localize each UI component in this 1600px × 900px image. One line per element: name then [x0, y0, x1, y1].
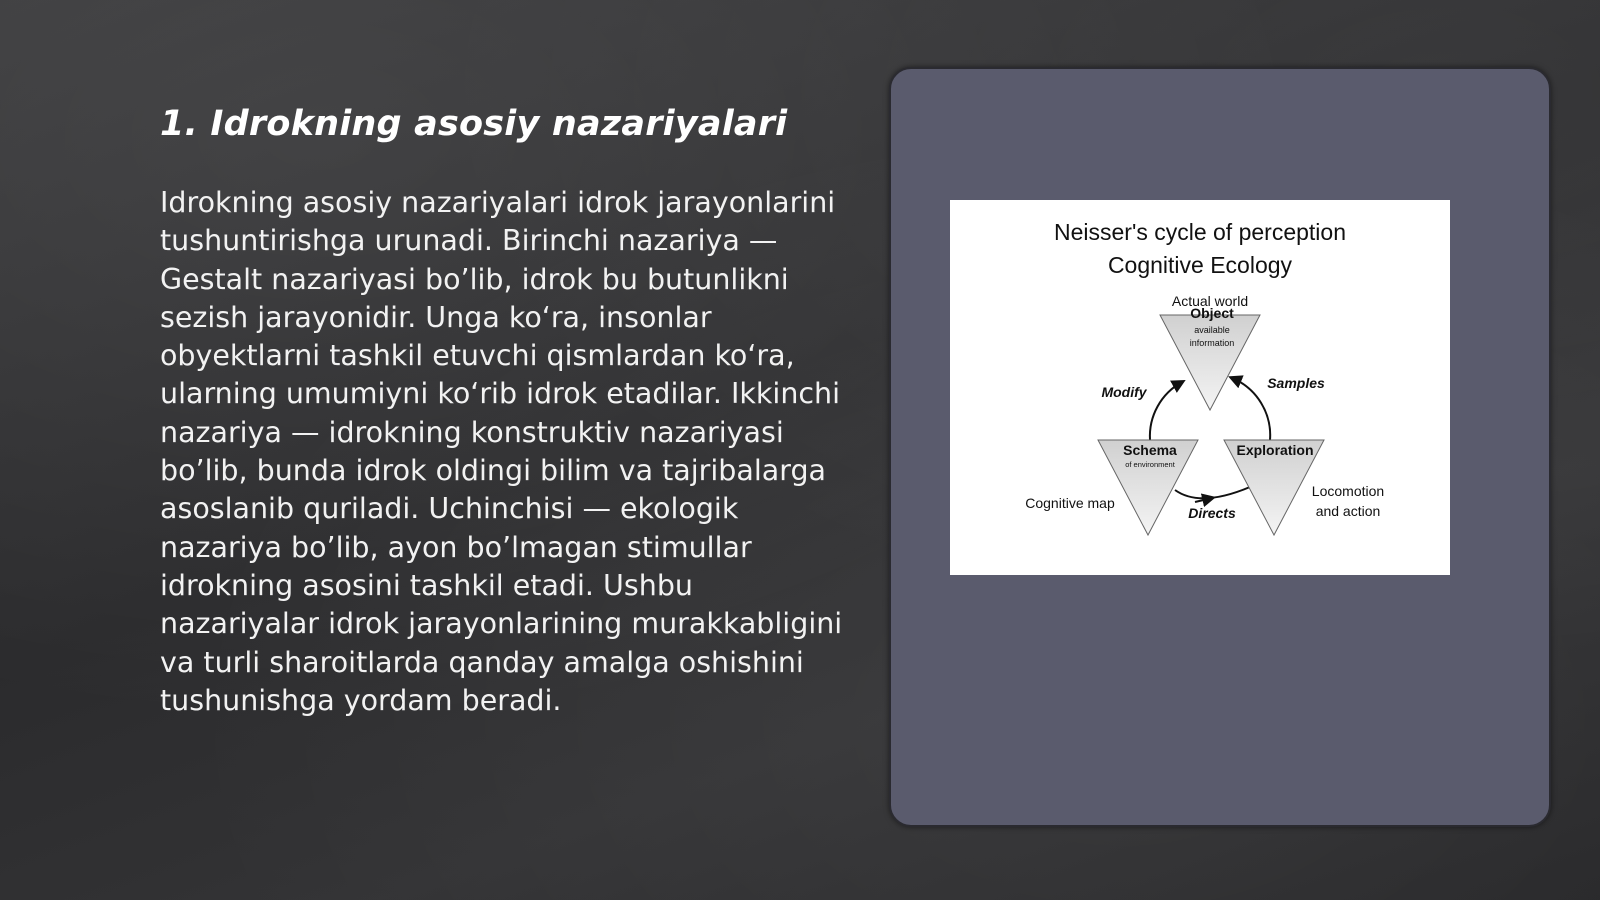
modify-arrow [1150, 382, 1182, 440]
actual-world-label: Actual world [1171, 293, 1249, 309]
neisser-cycle-diagram [950, 200, 1450, 575]
exploration-label: Exploration [1236, 442, 1314, 458]
object-sub2: information [1189, 338, 1235, 348]
body-paragraph: Idrokning asosiy nazariyalari idrok jarayonlarini tushuntirishga urunadi. Birinchi nazariya — Gestalt nazariyasi bo’lib, idrok bu butunlikni sezish jarayonidir. Unga ko‘ra, insonlar obyektlarni tashkil etuvchi qismlardan ko‘ra, ularning umumiyni ko‘rib idrok etadilar. Ikkinchi nazariya — idrokning konstruktiv nazariyasi bo’lib, bunda idrok oldingi bilim va tajribalarga asoslanib quriladi. Uchinchisi — ekologik nazariya bo’lib, ayon bo’lmagan stimullar idrokning asosini tashkil etadi. Ushbu nazariyalar idrok jarayonlarining murakkabligini va turli sharoitlarda qanday amalga oshishini tushunishga yordam beradi. [160, 186, 843, 717]
object-sub1: available [1194, 325, 1230, 335]
schema-sub: of environment [1125, 460, 1175, 469]
locomotion-label-line1: Locomotion [1311, 483, 1385, 499]
figure-title-line2: Cognitive Ecology [1107, 252, 1293, 278]
directs-arrow [1175, 487, 1250, 498]
cognitive-map-label: Cognitive map [1025, 495, 1115, 511]
modify-label: Modify [1101, 384, 1147, 400]
locomotion-label-line2: and action [1315, 503, 1381, 519]
object-label: Object [1190, 305, 1234, 321]
samples-label: Samples [1267, 375, 1325, 391]
samples-arrow [1232, 378, 1270, 440]
schema-label: Schema [1123, 442, 1177, 458]
slide-title: 1. Idrokning asosiy nazariyalari [160, 104, 788, 144]
directs-label: Directs [1188, 505, 1236, 521]
figure-title-line1: Neisser's cycle of perception [1053, 219, 1347, 245]
